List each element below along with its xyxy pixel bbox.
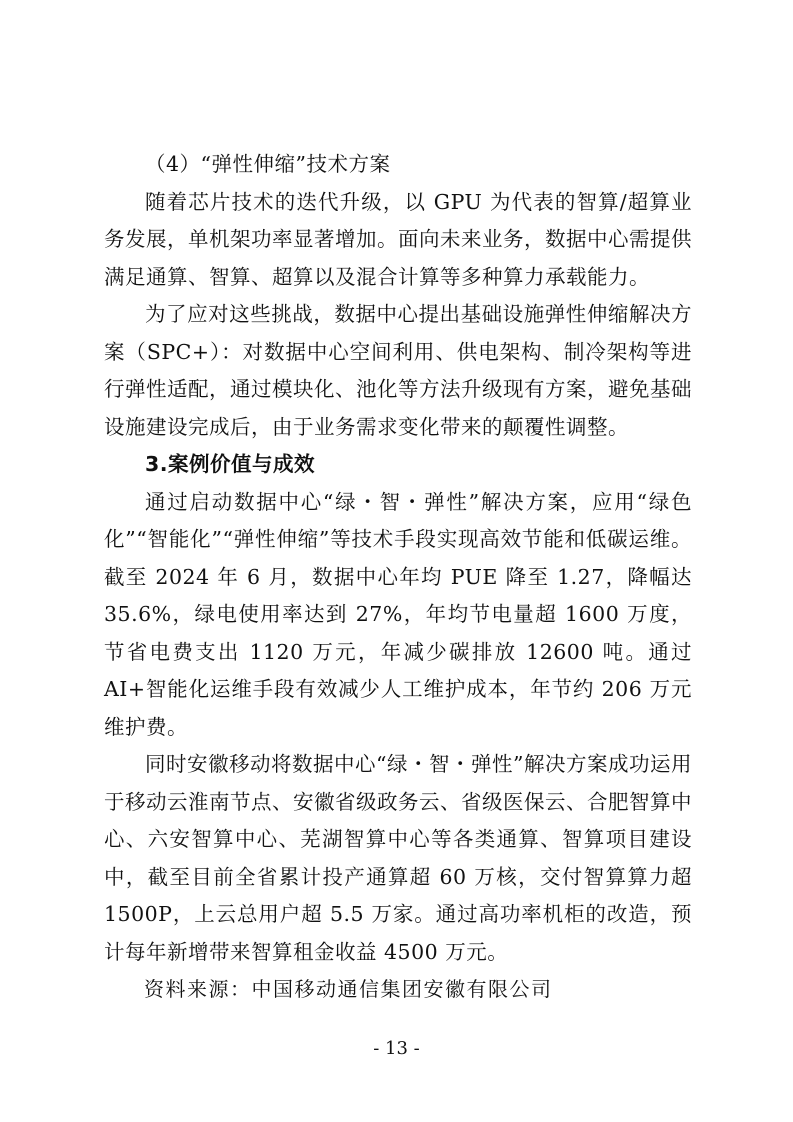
subheading-elastic-scaling: （4）“弹性伸缩”技术方案	[145, 152, 391, 176]
document-body	[104, 146, 692, 1009]
section-heading-case-value: 3.案例价值与成效	[145, 452, 316, 476]
paragraph-results: 通过启动数据中心“绿・智・弹性”解决方案，应用“绿色化”“智能化”“弹性伸缩”等技术手段实现高效节能和低碳运维。截至 2024 年 6 月，数据中心年均 PUE 降至 1.27，降幅达 35.6%，绿电使用率达到 27%，年均节电量超 1600 万度，节省电费支出 1120 万元，年减少碳排放 12600 吨。通过 AI+智能化运维手段有效减少人工维护成本，年节约 206 万元维护费。	[104, 489, 692, 739]
paragraph-deployment: 同时安徽移动将数据中心“绿・智・弹性”解决方案成功运用于移动云淮南节点、安徽省级政务云、省级医保云、合肥智算中心、六安智算中心、芜湖智算中心等各类通算、智算项目建设中，截至目前全省累计投产通算超 60 万核，交付智算算力超 1500P，上云总用户超 5.5 万家。通过高功率机柜的改造，预计每年新增带来智算租金收益 4500 万元。	[104, 752, 692, 964]
paragraph-chip-iteration: 随着芯片技术的迭代升级，以 GPU 为代表的智算/超算业务发展，单机架功率显著增加。面向未来业务，数据中心需提供满足通算、智算、超算以及混合计算等多种算力承载能力。	[104, 189, 692, 289]
paragraph-spc-solution: 为了应对这些挑战，数据中心提出基础设施弹性伸缩解决方案（SPC+）：对数据中心空间利用、供电架构、制冷架构等进行弹性适配，通过模块化、池化等方法升级现有方案，避免基础设施建设完成后，由于业务需求变化带来的颠覆性调整。	[104, 302, 692, 439]
source-note: 资料来源：中国移动通信集团安徽有限公司	[144, 977, 553, 1001]
page-number: - 13 -	[373, 1038, 420, 1059]
